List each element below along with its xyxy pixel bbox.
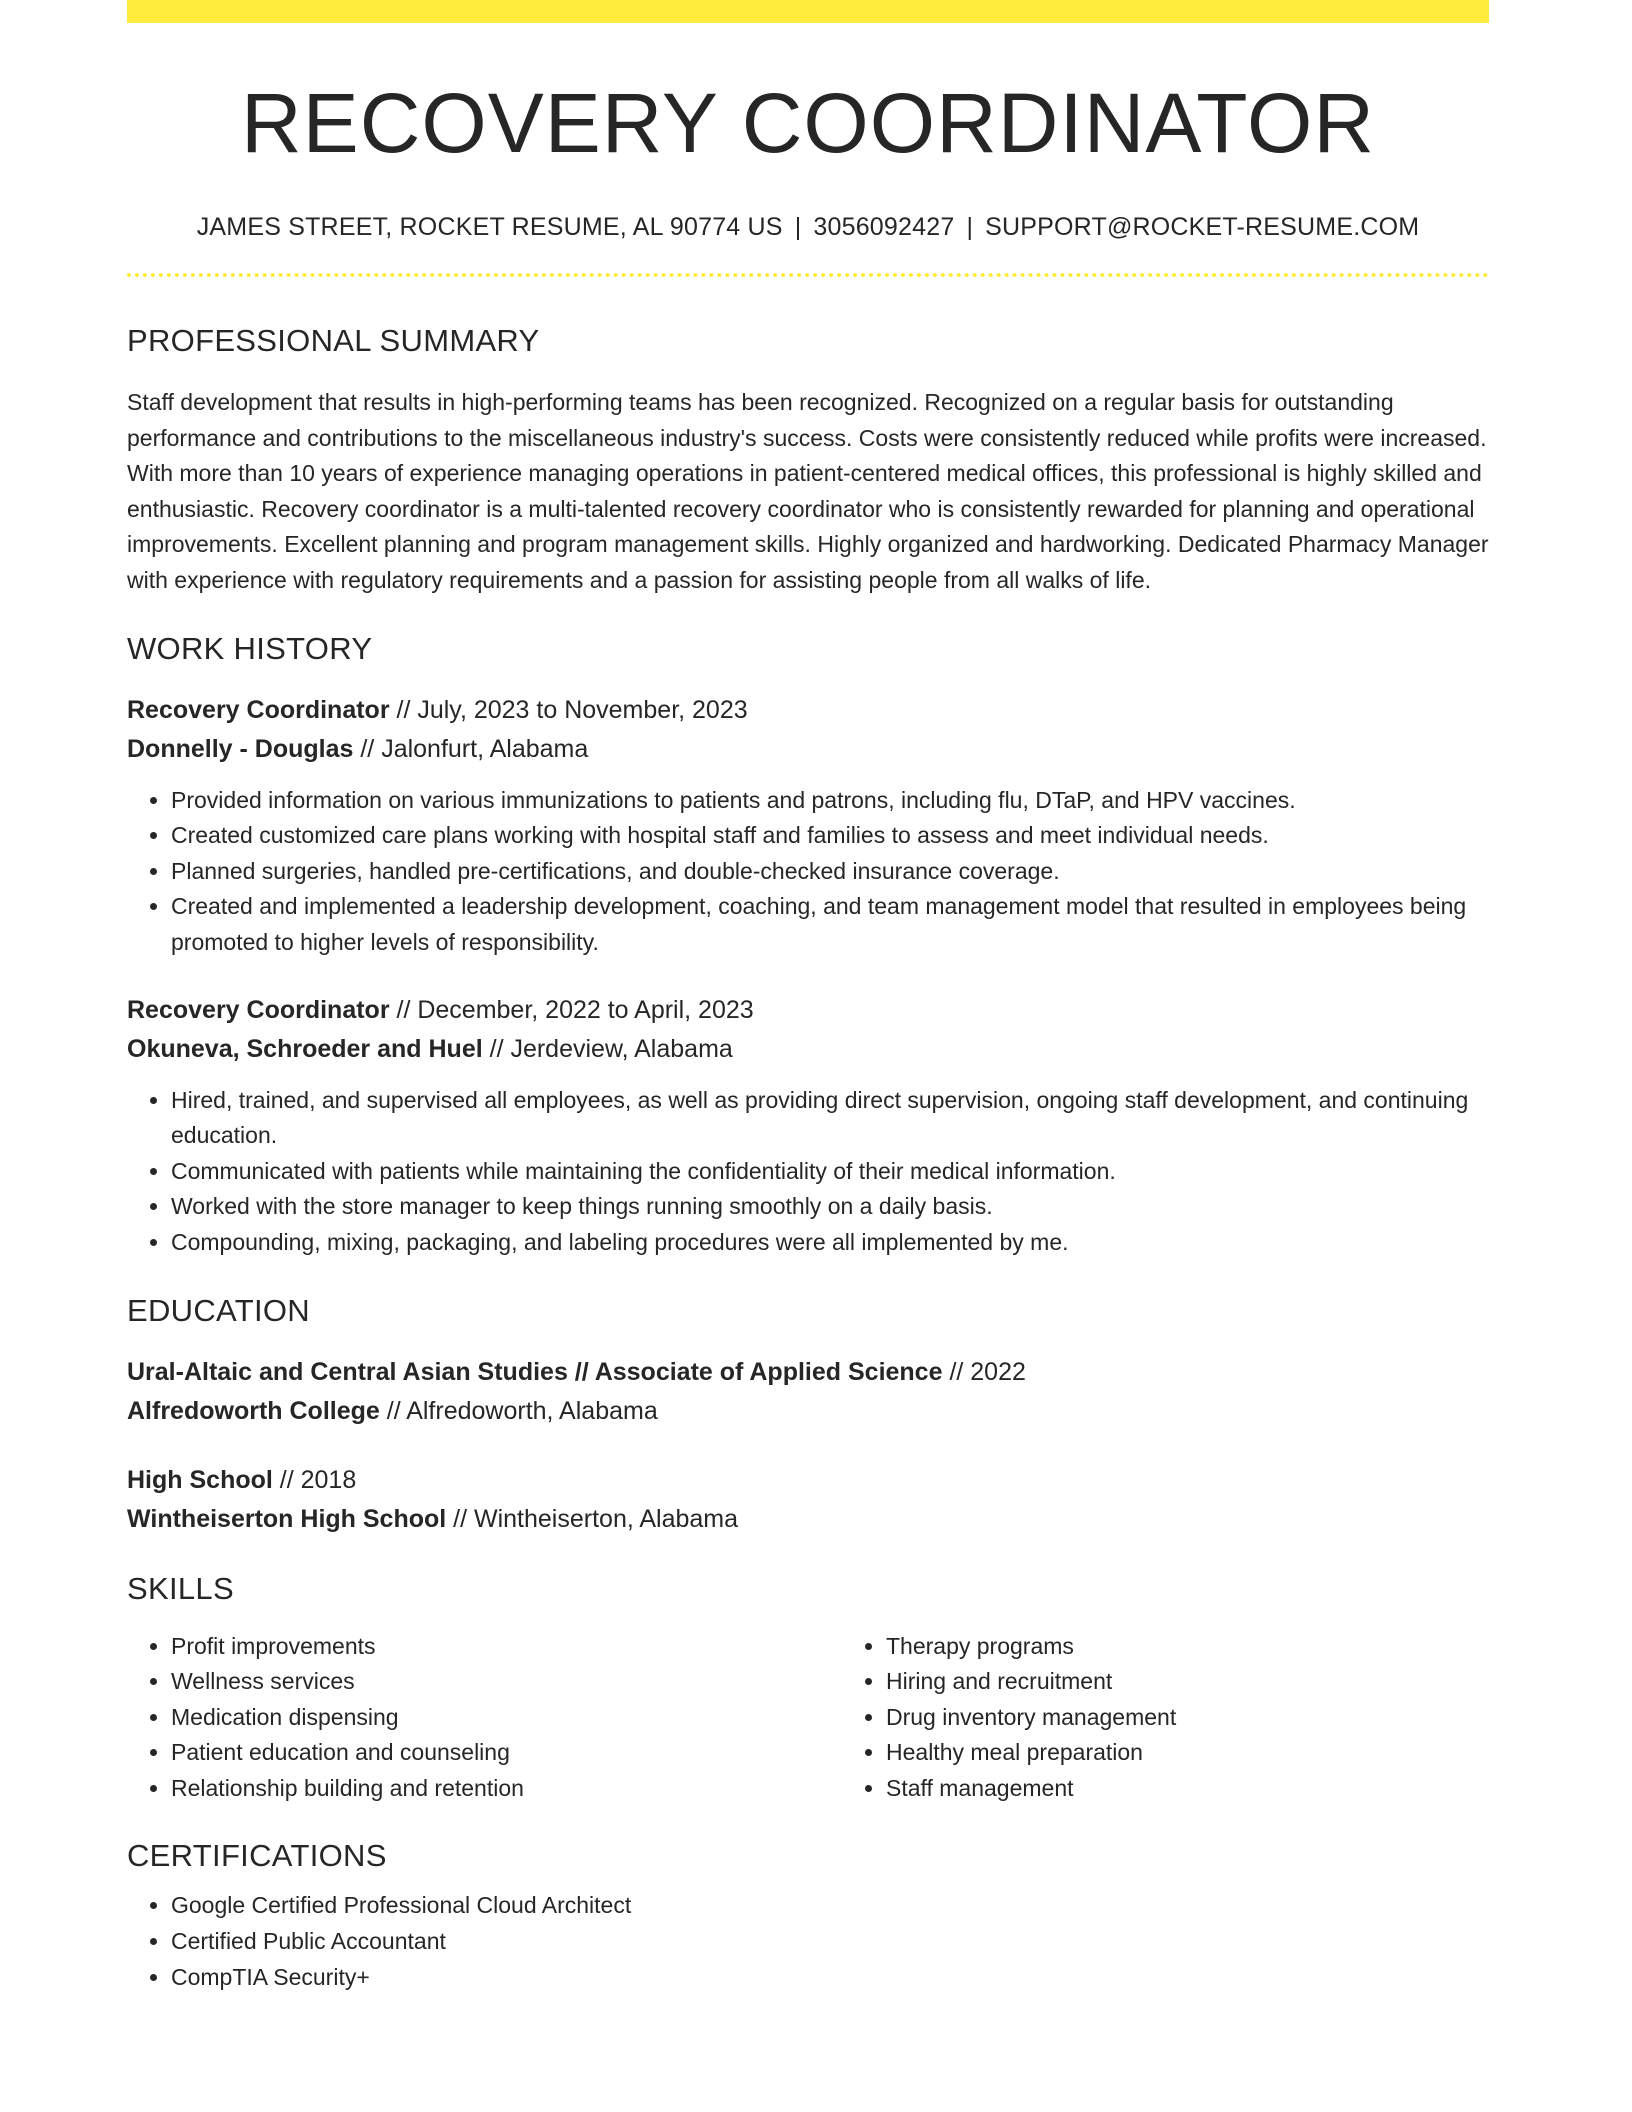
job-company: Okuneva, Schroeder and Huel xyxy=(127,1034,483,1063)
list-item: • CompTIA Security+ xyxy=(171,1960,1489,1996)
list-item: • Provided information on various immunizations to patients and patrons, including flu, DTaP, and HPV vaccines. xyxy=(171,783,1489,819)
list-item: • Staff management xyxy=(886,1771,1486,1807)
job-bullet-list xyxy=(127,783,1489,961)
job-location: // Jerdeview, Alabama xyxy=(482,1034,733,1063)
list-item: • Profit improvements xyxy=(171,1629,842,1665)
resume-page xyxy=(127,0,1489,1995)
education-degree: High School xyxy=(127,1465,273,1494)
education-location: // Alfredoworth, Alabama xyxy=(379,1396,658,1425)
summary-text: Staff development that results in high-performing teams has been recognized. Recognized on a regular basis for outstanding performance and contributions to the miscellaneous industry's success. Costs were consistently reduced while profits were increased. With more than 10 years of experience managing operations in patient-centered medical offices, this professional is highly skilled and enthusiastic. Recovery coordinator is a multi-talented recovery coordinator who is consistently rewarded for planning and operational improvements. Excellent planning and program management skills. Highly organized and hardworking. Dedicated Pharmacy Manager with experience with regulatory requirements and a passion for assisting people from all walks of life. xyxy=(127,389,1489,593)
job-location: // Jalonfurt, Alabama xyxy=(353,734,589,763)
education-school: Alfredoworth College xyxy=(127,1396,380,1425)
education-year: // 2022 xyxy=(942,1357,1026,1386)
education-degree: Ural-Altaic and Central Asian Studies // Associate of Applied Science xyxy=(127,1357,943,1386)
education-year: // 2018 xyxy=(272,1465,357,1494)
section-title-education: EDUCATION xyxy=(127,1292,310,1328)
job-entry xyxy=(127,991,1489,1261)
list-item: • Patient education and counseling xyxy=(171,1735,842,1771)
job-role-line xyxy=(127,991,1489,1030)
list-item: • Wellness services xyxy=(171,1664,842,1700)
skills-list-right xyxy=(842,1629,1486,1807)
contact-separator: | xyxy=(966,213,974,241)
job-role: Recovery Coordinator xyxy=(127,695,390,724)
job-entry xyxy=(127,691,1489,961)
contact-phone: 3056092427 xyxy=(813,213,955,241)
job-company: Donnelly - Douglas xyxy=(127,734,354,763)
list-item: • Planned surgeries, handled pre-certifications, and double-checked insurance coverage. xyxy=(171,854,1489,890)
education-degree-line xyxy=(127,1461,1489,1500)
education-school-line xyxy=(127,1500,1489,1539)
section-title-certifications: CERTIFICATIONS xyxy=(127,1838,387,1874)
contact-separator: | xyxy=(794,213,802,241)
list-item: • Google Certified Professional Cloud Architect xyxy=(171,1888,1489,1924)
education-school-line xyxy=(127,1392,1489,1431)
list-item: • Compounding, mixing, packaging, and labeling procedures were all implemented by me. xyxy=(171,1225,1489,1261)
list-item: • Certified Public Accountant xyxy=(171,1924,1489,1960)
list-item: • Therapy programs xyxy=(886,1629,1486,1665)
job-dates: // July, 2023 to November, 2023 xyxy=(389,695,748,724)
section-title-work-history: WORK HISTORY xyxy=(127,630,373,666)
list-item: • Drug inventory management xyxy=(886,1700,1486,1736)
list-item: • Worked with the store manager to keep things running smoothly on a daily basis. xyxy=(171,1189,1489,1225)
job-dates: // December, 2022 to April, 2023 xyxy=(389,995,754,1024)
section-title-summary: PROFESSIONAL SUMMARY xyxy=(127,323,540,358)
list-item: • Hired, trained, and supervised all employees, as well as providing direct supervision, ongoing staff development, and continuing education. xyxy=(171,1083,1489,1154)
certifications-list xyxy=(127,1888,1489,1995)
list-item: • Created and implemented a leadership development, coaching, and team management model that resulted in employees being promoted to higher levels of responsibility. xyxy=(171,889,1489,960)
list-item: • Created customized care plans working with hospital staff and families to assess and meet individual needs. xyxy=(171,818,1489,854)
list-item: • Relationship building and retention xyxy=(171,1771,842,1807)
education-entry xyxy=(127,1461,1489,1539)
job-company-line xyxy=(127,1030,1489,1069)
resume-title: RECOVERY COORDINATOR xyxy=(241,76,1375,170)
education-school: Wintheiserton High School xyxy=(127,1504,447,1533)
contact-address: JAMES STREET, ROCKET RESUME, AL 90774 US xyxy=(196,213,783,241)
job-role: Recovery Coordinator xyxy=(127,995,390,1024)
skills-list-left xyxy=(127,1629,842,1807)
list-item: • Medication dispensing xyxy=(171,1700,842,1736)
contact-email: SUPPORT@ROCKET-RESUME.COM xyxy=(985,213,1420,241)
job-role-line xyxy=(127,691,1489,730)
contact-line xyxy=(127,213,1489,242)
education-location: // Wintheiserton, Alabama xyxy=(446,1504,739,1533)
list-item: • Communicated with patients while maintaining the confidentiality of their medical information. xyxy=(171,1154,1489,1190)
dotted-divider xyxy=(127,273,1489,277)
skills-grid xyxy=(127,1629,1489,1807)
job-bullet-list xyxy=(127,1083,1489,1261)
education-degree-line xyxy=(127,1353,1489,1392)
education-entry xyxy=(127,1353,1489,1431)
list-item: • Healthy meal preparation xyxy=(886,1735,1486,1771)
job-company-line xyxy=(127,730,1489,769)
list-item: • Hiring and recruitment xyxy=(886,1664,1486,1700)
section-title-skills: SKILLS xyxy=(127,1570,234,1606)
top-accent-bar xyxy=(127,0,1489,23)
